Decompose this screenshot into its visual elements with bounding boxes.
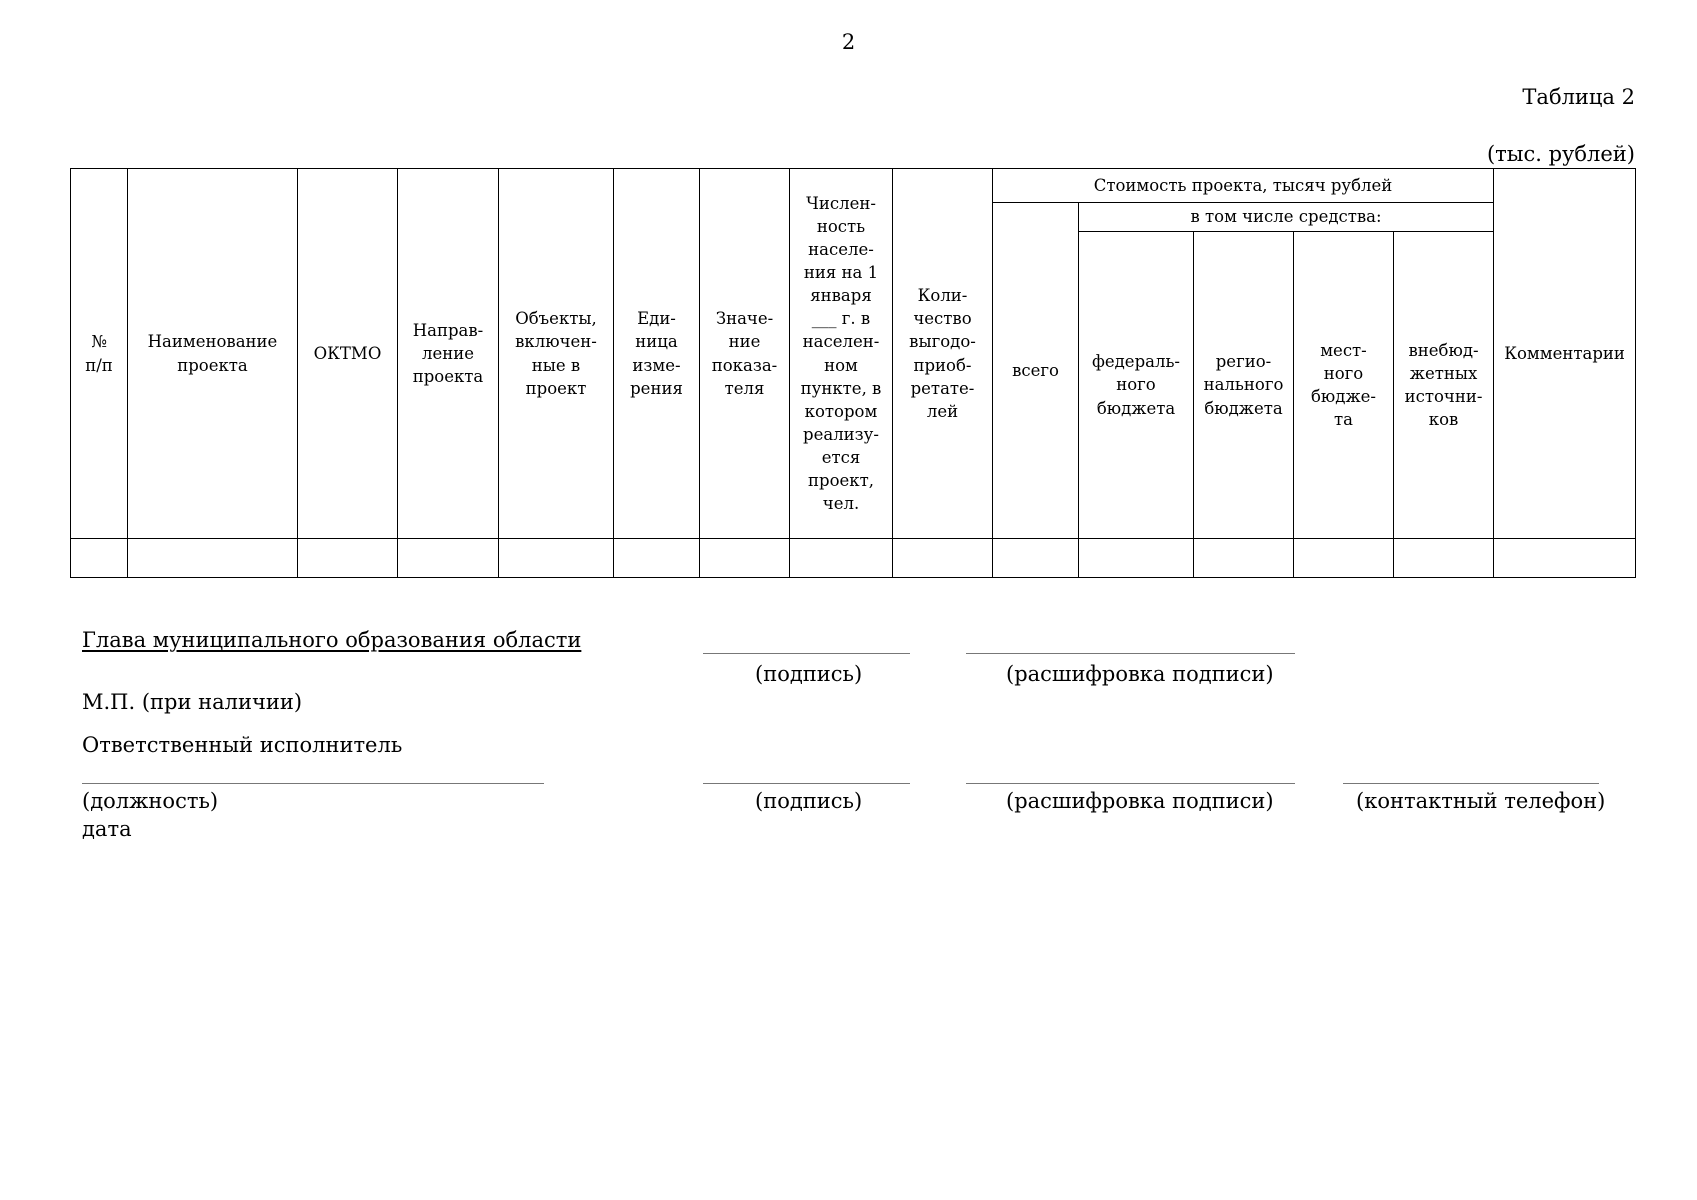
table-cell[interactable] <box>1294 539 1394 578</box>
header-regional-budget: регио- нального бюджета <box>1194 232 1294 539</box>
table-cell[interactable] <box>71 539 128 578</box>
header-num: № п/п <box>71 169 128 539</box>
header-comments: Комментарии <box>1494 169 1636 539</box>
phone-line[interactable] <box>1343 783 1599 784</box>
table-cell[interactable] <box>1494 539 1636 578</box>
table-cell[interactable] <box>1394 539 1494 578</box>
table-cell[interactable] <box>398 539 499 578</box>
signature-line-2[interactable] <box>703 783 910 784</box>
header-population: Числен- ность населе- ния на 1 января ___ г. в населен- ном пункте, в котором реализу- ется проект, чел. <box>790 169 893 539</box>
header-local-budget: мест- ного бюдже- та <box>1294 232 1394 539</box>
project-table <box>70 168 1636 578</box>
header-federal-budget: федераль- ного бюджета <box>1079 232 1194 539</box>
table-cell[interactable] <box>298 539 398 578</box>
table-caption: Таблица 2 <box>1522 85 1635 109</box>
header-including-funds: в том числе средства: <box>1079 203 1494 232</box>
header-total: всего <box>993 203 1079 539</box>
header-unit: Еди- ница изме- рения <box>614 169 700 539</box>
header-extrabudgetary-sources: внебюд- жетных источни- ков <box>1394 232 1494 539</box>
head-title: Глава муниципального образования области <box>82 628 582 652</box>
header-objects: Объекты, включен- ные в проект <box>499 169 614 539</box>
header-indicator-value: Значе- ние показа- теля <box>700 169 790 539</box>
table-row <box>71 539 1636 578</box>
decoding-label-2: (расшифровка подписи) <box>1006 789 1274 813</box>
table-cell[interactable] <box>893 539 993 578</box>
table-cell[interactable] <box>993 539 1079 578</box>
signature-line[interactable] <box>703 653 910 654</box>
header-oktmo: ОКТМО <box>298 169 398 539</box>
header-project-name: Наименование проекта <box>128 169 298 539</box>
table-cell[interactable] <box>128 539 298 578</box>
table-cell[interactable] <box>790 539 893 578</box>
decoding-line[interactable] <box>966 653 1295 654</box>
header-project-cost: Стоимость проекта, тысяч рублей <box>993 169 1494 203</box>
header-direction: Направ- ление проекта <box>398 169 499 539</box>
phone-label: (контактный телефон) <box>1356 789 1606 813</box>
units-note: (тыс. рублей) <box>1486 142 1635 166</box>
table-cell[interactable] <box>499 539 614 578</box>
signature-label-2: (подпись) <box>755 789 863 813</box>
date-label: дата <box>82 817 132 841</box>
table-cell[interactable] <box>1194 539 1294 578</box>
decoding-line-2[interactable] <box>966 783 1295 784</box>
header-beneficiaries: Коли- чество выгодо- приоб- ретате- лей <box>893 169 993 539</box>
responsible-label: Ответственный исполнитель <box>82 733 403 757</box>
position-line[interactable] <box>82 783 544 784</box>
page-number: 2 <box>841 30 856 54</box>
decoding-label: (расшифровка подписи) <box>1006 662 1274 686</box>
position-label: (должность) <box>82 789 219 813</box>
table-cell[interactable] <box>700 539 790 578</box>
table-cell[interactable] <box>1079 539 1194 578</box>
table-cell[interactable] <box>614 539 700 578</box>
signature-label: (подпись) <box>755 662 863 686</box>
seal-label: М.П. (при наличии) <box>82 690 303 714</box>
